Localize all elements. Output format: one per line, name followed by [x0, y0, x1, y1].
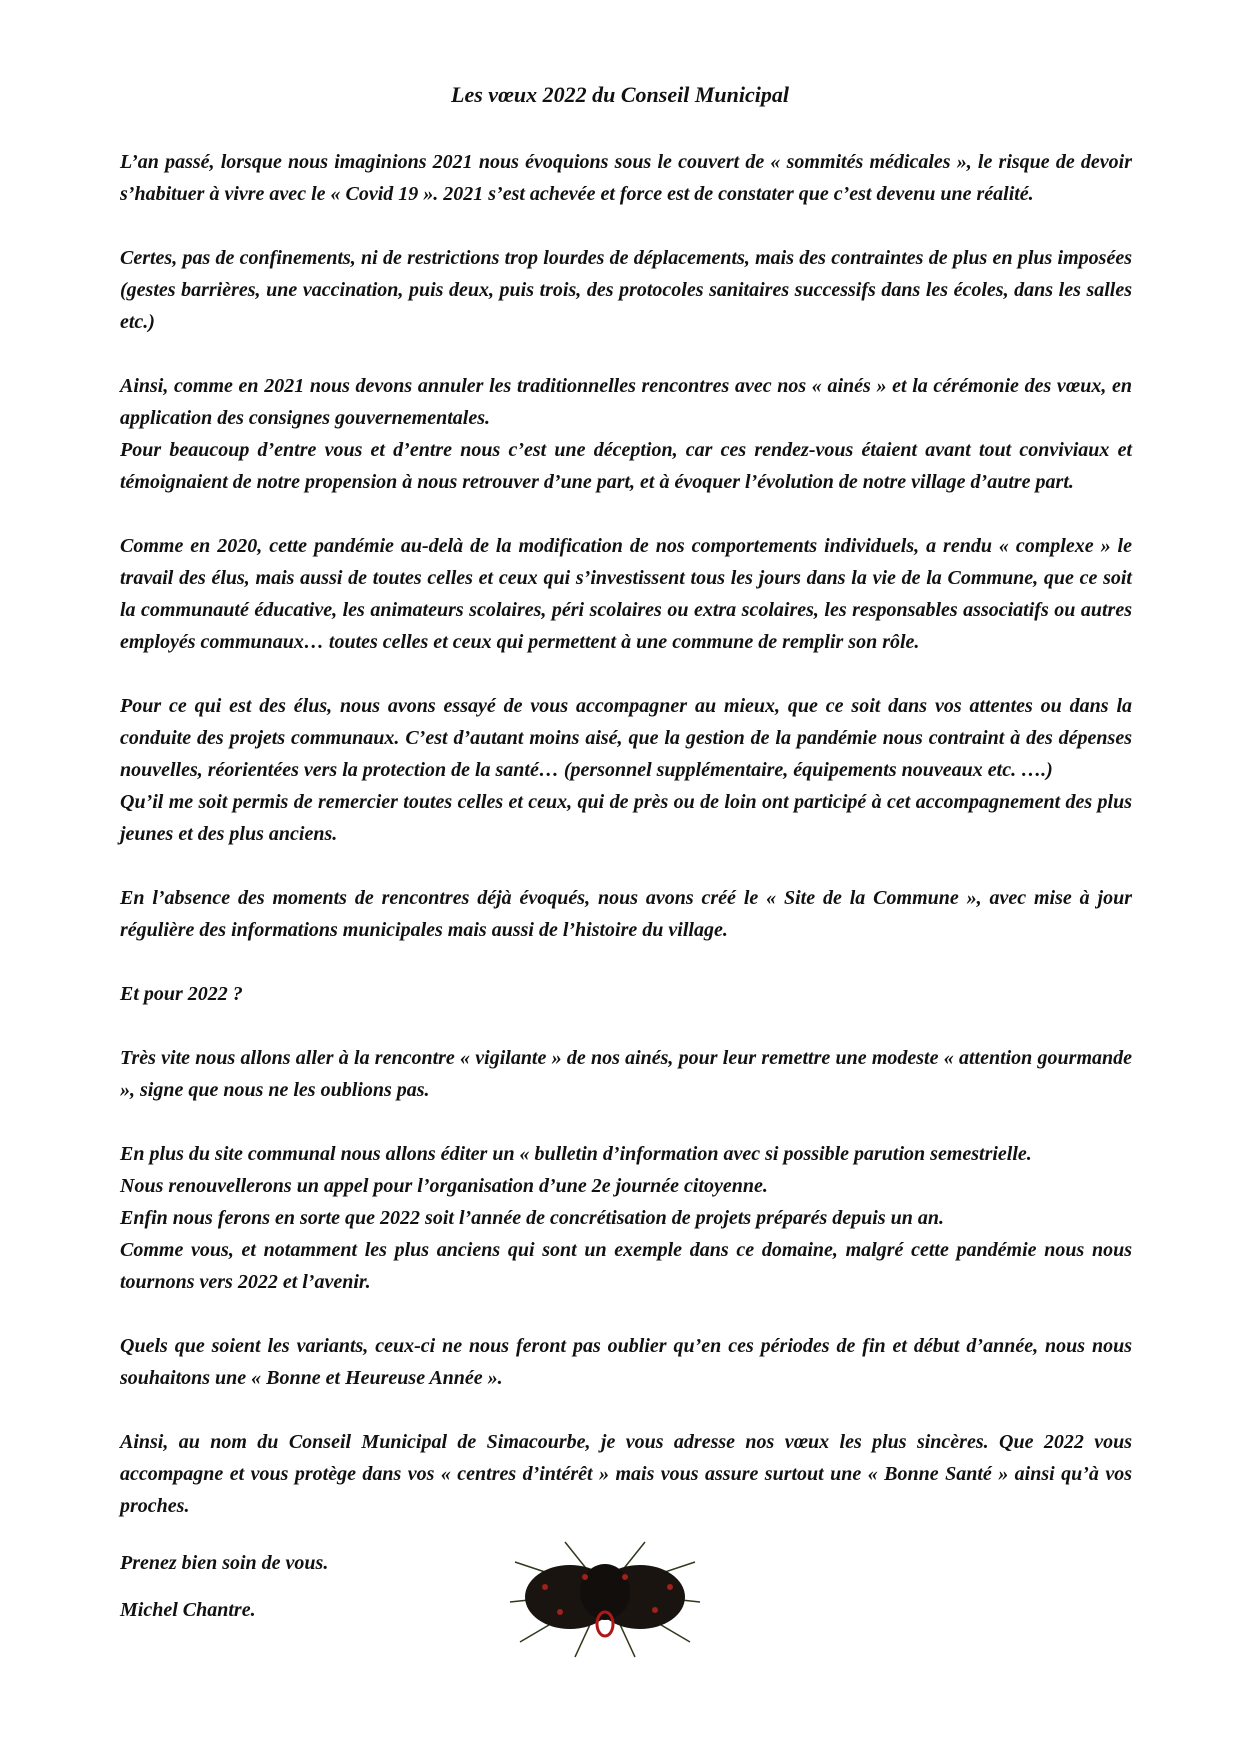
letter-body — [120, 146, 1132, 1522]
signature: Michel Chantre. — [120, 1599, 256, 1621]
paragraph-deception: Pour beaucoup d’entre vous et d’entre nous c’est une déception, car ces rendez-vous étaient avant tout conviviaux et témoignaient de notre propension à nous retrouver d’une part, et à évoquer l’évolution de notre village d’autre part. — [120, 439, 1132, 493]
paragraph-bulletin: En plus du site communal nous allons éditer un « bulletin d’information avec si possible parution semestrielle. — [120, 1143, 1032, 1165]
paragraph-avenir: Comme vous, et notamment les plus anciens qui sont un exemple dans ce domaine, malgré cette pandémie nous nous tournons vers 2022 et l’avenir. — [120, 1239, 1132, 1293]
paragraph-journee: Nous renouvellerons un appel pour l’organisation d’une 2e journée citoyenne. — [120, 1175, 768, 1197]
paragraph-aines: Très vite nous allons aller à la rencontre « vigilante » de nos ainés, pour leur remettre une modeste « attention gourmande », signe que nous ne les oublions pas. — [120, 1047, 1132, 1101]
paragraph-variants: Quels que soient les variants, ceux-ci ne nous feront pas oublier qu’en ces périodes de fin et début d’année, nous nous souhaitons une « Bonne et Heureuse Année ». — [120, 1335, 1132, 1389]
paragraph-thanks: Qu’il me soit permis de remercier toutes celles et ceux, qui de près ou de loin ont participé à cet accompagnement des plus jeunes et des plus anciens. — [120, 791, 1132, 845]
paragraph-pandemic: Comme en 2020, cette pandémie au-delà de la modification de nos comportements individuels, a rendu « complexe » le travail des élus, mais aussi de toutes celles et ceux qui s’investissent tous les jours dans la vie de la Commune, que ce soit la communauté éducative, les animateurs scolaires, péri scolaires ou extra scolaires, les responsables associatifs ou autres employés communaux… toutes celles et ceux qui permettent à une commune de remplir son rôle. — [120, 535, 1132, 653]
paragraph-wishes: Ainsi, au nom du Conseil Municipal de Simacourbe, je vous adresse nos vœux les plus sincères. Que 2022 vous accompagne et vous protège dans vos « centres d’intérêt » mais vous assure surtout une « Bonne Santé » ainsi qu’à vos proches. — [120, 1431, 1132, 1517]
paragraph-cancellation: Ainsi, comme en 2021 nous devons annuler les traditionnelles rencontres avec nos « ainés » et la cérémonie des vœux, en application des consignes gouvernementales. — [120, 375, 1132, 429]
letter-footer — [120, 1532, 1132, 1672]
paragraph-projets: Enfin nous ferons en sorte que 2022 soit l’année de concrétisation de projets préparés depuis un an. — [120, 1207, 944, 1229]
paragraph-question: Et pour 2022 ? — [120, 983, 243, 1005]
pine-garland-image — [505, 1532, 705, 1672]
closing-line: Prenez bien soin de vous. — [120, 1552, 329, 1574]
document-title: Les vœux 2022 du Conseil Municipal — [451, 82, 789, 107]
paragraph-website: En l’absence des moments de rencontres déjà évoqués, nous avons créé le « Site de la Commune », avec mise à jour régulière des informations municipales mais aussi de l’histoire du village. — [120, 887, 1132, 941]
paragraph-elus: Pour ce qui est des élus, nous avons essayé de vous accompagner au mieux, que ce soit dans vos attentes ou dans la conduite des projets communaux. C’est d’autant moins aisé, que la gestion de la pandémie nous contraint à des dépenses nouvelles, réorientées vers la protection de la santé… (personnel supplémentaire, équipements nouveaux etc. ….) — [120, 695, 1132, 781]
paragraph-intro: L’an passé, lorsque nous imaginions 2021 nous évoquions sous le couvert de « sommités médicales », le risque de devoir s’habituer à vivre avec le « Covid 19 ». 2021 s’est achevée et force est de constater que c’est devenu une réalité. — [120, 151, 1132, 205]
paragraph-restrictions: Certes, pas de confinements, ni de restrictions trop lourdes de déplacements, mais des contraintes de plus en plus imposées (gestes barrières, une vaccination, puis deux, puis trois, des protocoles sanitaires successifs dans les écoles, dans les salles etc.) — [120, 247, 1132, 333]
